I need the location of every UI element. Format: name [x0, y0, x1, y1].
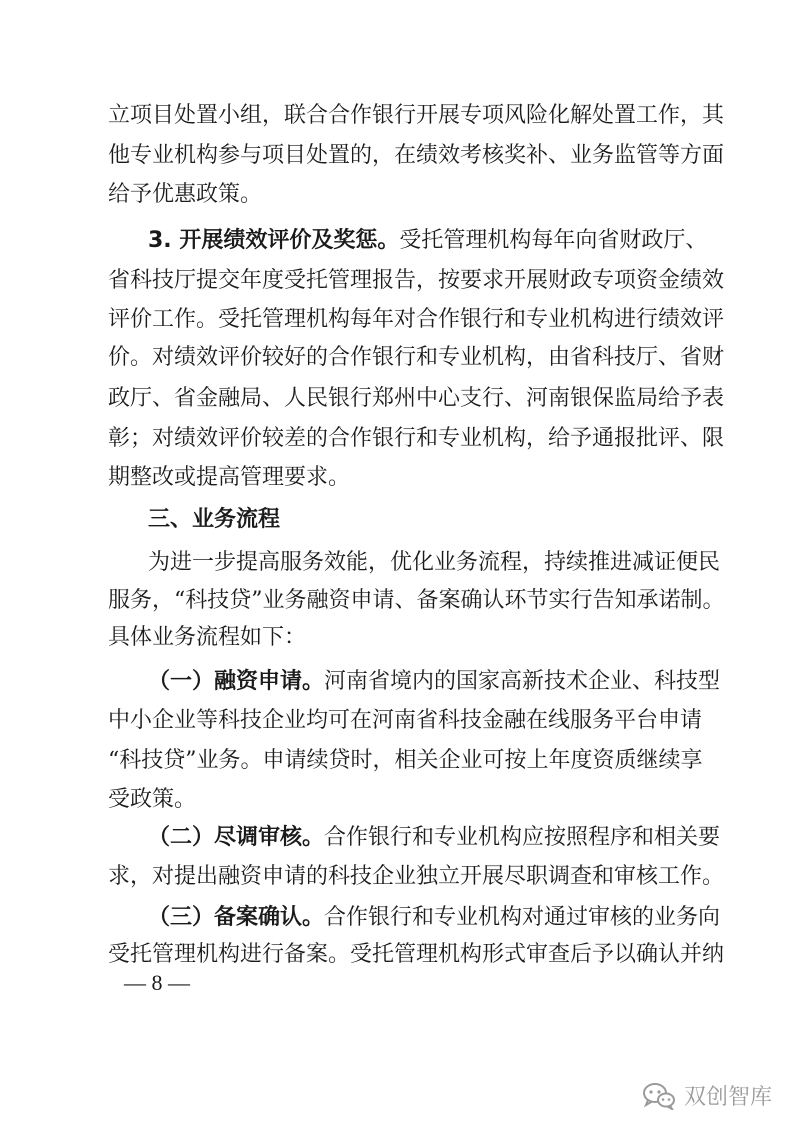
text-line: “科技贷”业务。申请续贷时，相关企业可按上年度资质继续享 [108, 748, 703, 773]
paragraph-lead-line [148, 667, 721, 697]
text-line: 服务，“科技贷”业务融资申请、备案确认环节实行告知承诺制。 [108, 588, 725, 613]
text-line: 省科技厅提交年度受托管理报告，按要求开展财政专项资金绩效 [108, 268, 725, 293]
wechat-icon [642, 1082, 676, 1110]
paragraph-lead: （二）尽调审核。 [148, 825, 325, 850]
text-line: 求，对提出融资申请的科技企业独立开展尽职调查和审核工作。 [108, 864, 725, 889]
text-line: 中小企业等科技企业均可在河南省科技金融在线服务平台申请 [108, 708, 703, 733]
text-line: 彰；对绩效评价较差的合作银行和专业机构，给予通报批评、限 [108, 426, 725, 451]
watermark-text: 双创智库 [683, 1085, 772, 1110]
text-line: 政厅、省金融局、人民银行郑州中心支行、河南银保监局给予表 [108, 386, 725, 411]
text-span: 合作银行和专业机构应按照程序和相关要 [324, 825, 721, 850]
text-line: 评价工作。受托管理机构每年对合作银行和专业机构进行绩效评 [108, 307, 725, 332]
paragraph-lead: （三）备案确认。 [148, 905, 325, 930]
paragraph-lead-line [148, 226, 708, 256]
text-line: 他专业机构参与项目处置的，在绩效考核奖补、业务监管等方面 [108, 143, 725, 168]
text-span: 受托管理机构每年向省财政厅、 [399, 228, 708, 253]
text-line: 具体业务流程如下： [108, 625, 307, 650]
text-span: 河南省境内的国家高新技术企业、科技型 [324, 669, 721, 694]
paragraph-lead-line [148, 903, 721, 933]
text-line: 价。对绩效评价较好的合作银行和专业机构，由省科技厅、省财 [108, 345, 725, 370]
paragraph-lead: （一）融资申请。 [148, 669, 325, 694]
page-number: — 8 — [124, 970, 190, 995]
text-line: 受政策。 [108, 787, 197, 812]
text-line: 给予优惠政策。 [108, 182, 263, 207]
text-span: 合作银行和专业机构对通过审核的业务向 [324, 905, 721, 930]
text-line: 立项目处置小组，联合合作银行开展专项风险化解处置工作，其 [108, 103, 725, 128]
text-line: 为进一步提高服务效能，优化业务流程，持续推进减证便民 [148, 550, 721, 575]
paragraph-lead: 3. 开展绩效评价及奖惩。 [148, 228, 400, 253]
paragraph-lead-line [148, 823, 721, 853]
text-line: 期整改或提高管理要求。 [108, 465, 351, 490]
text-line: 受托管理机构进行备案。受托管理机构形式审查后予以确认并纳 [108, 942, 725, 967]
section-heading: 三、业务流程 [148, 507, 281, 532]
watermark [642, 1080, 772, 1111]
